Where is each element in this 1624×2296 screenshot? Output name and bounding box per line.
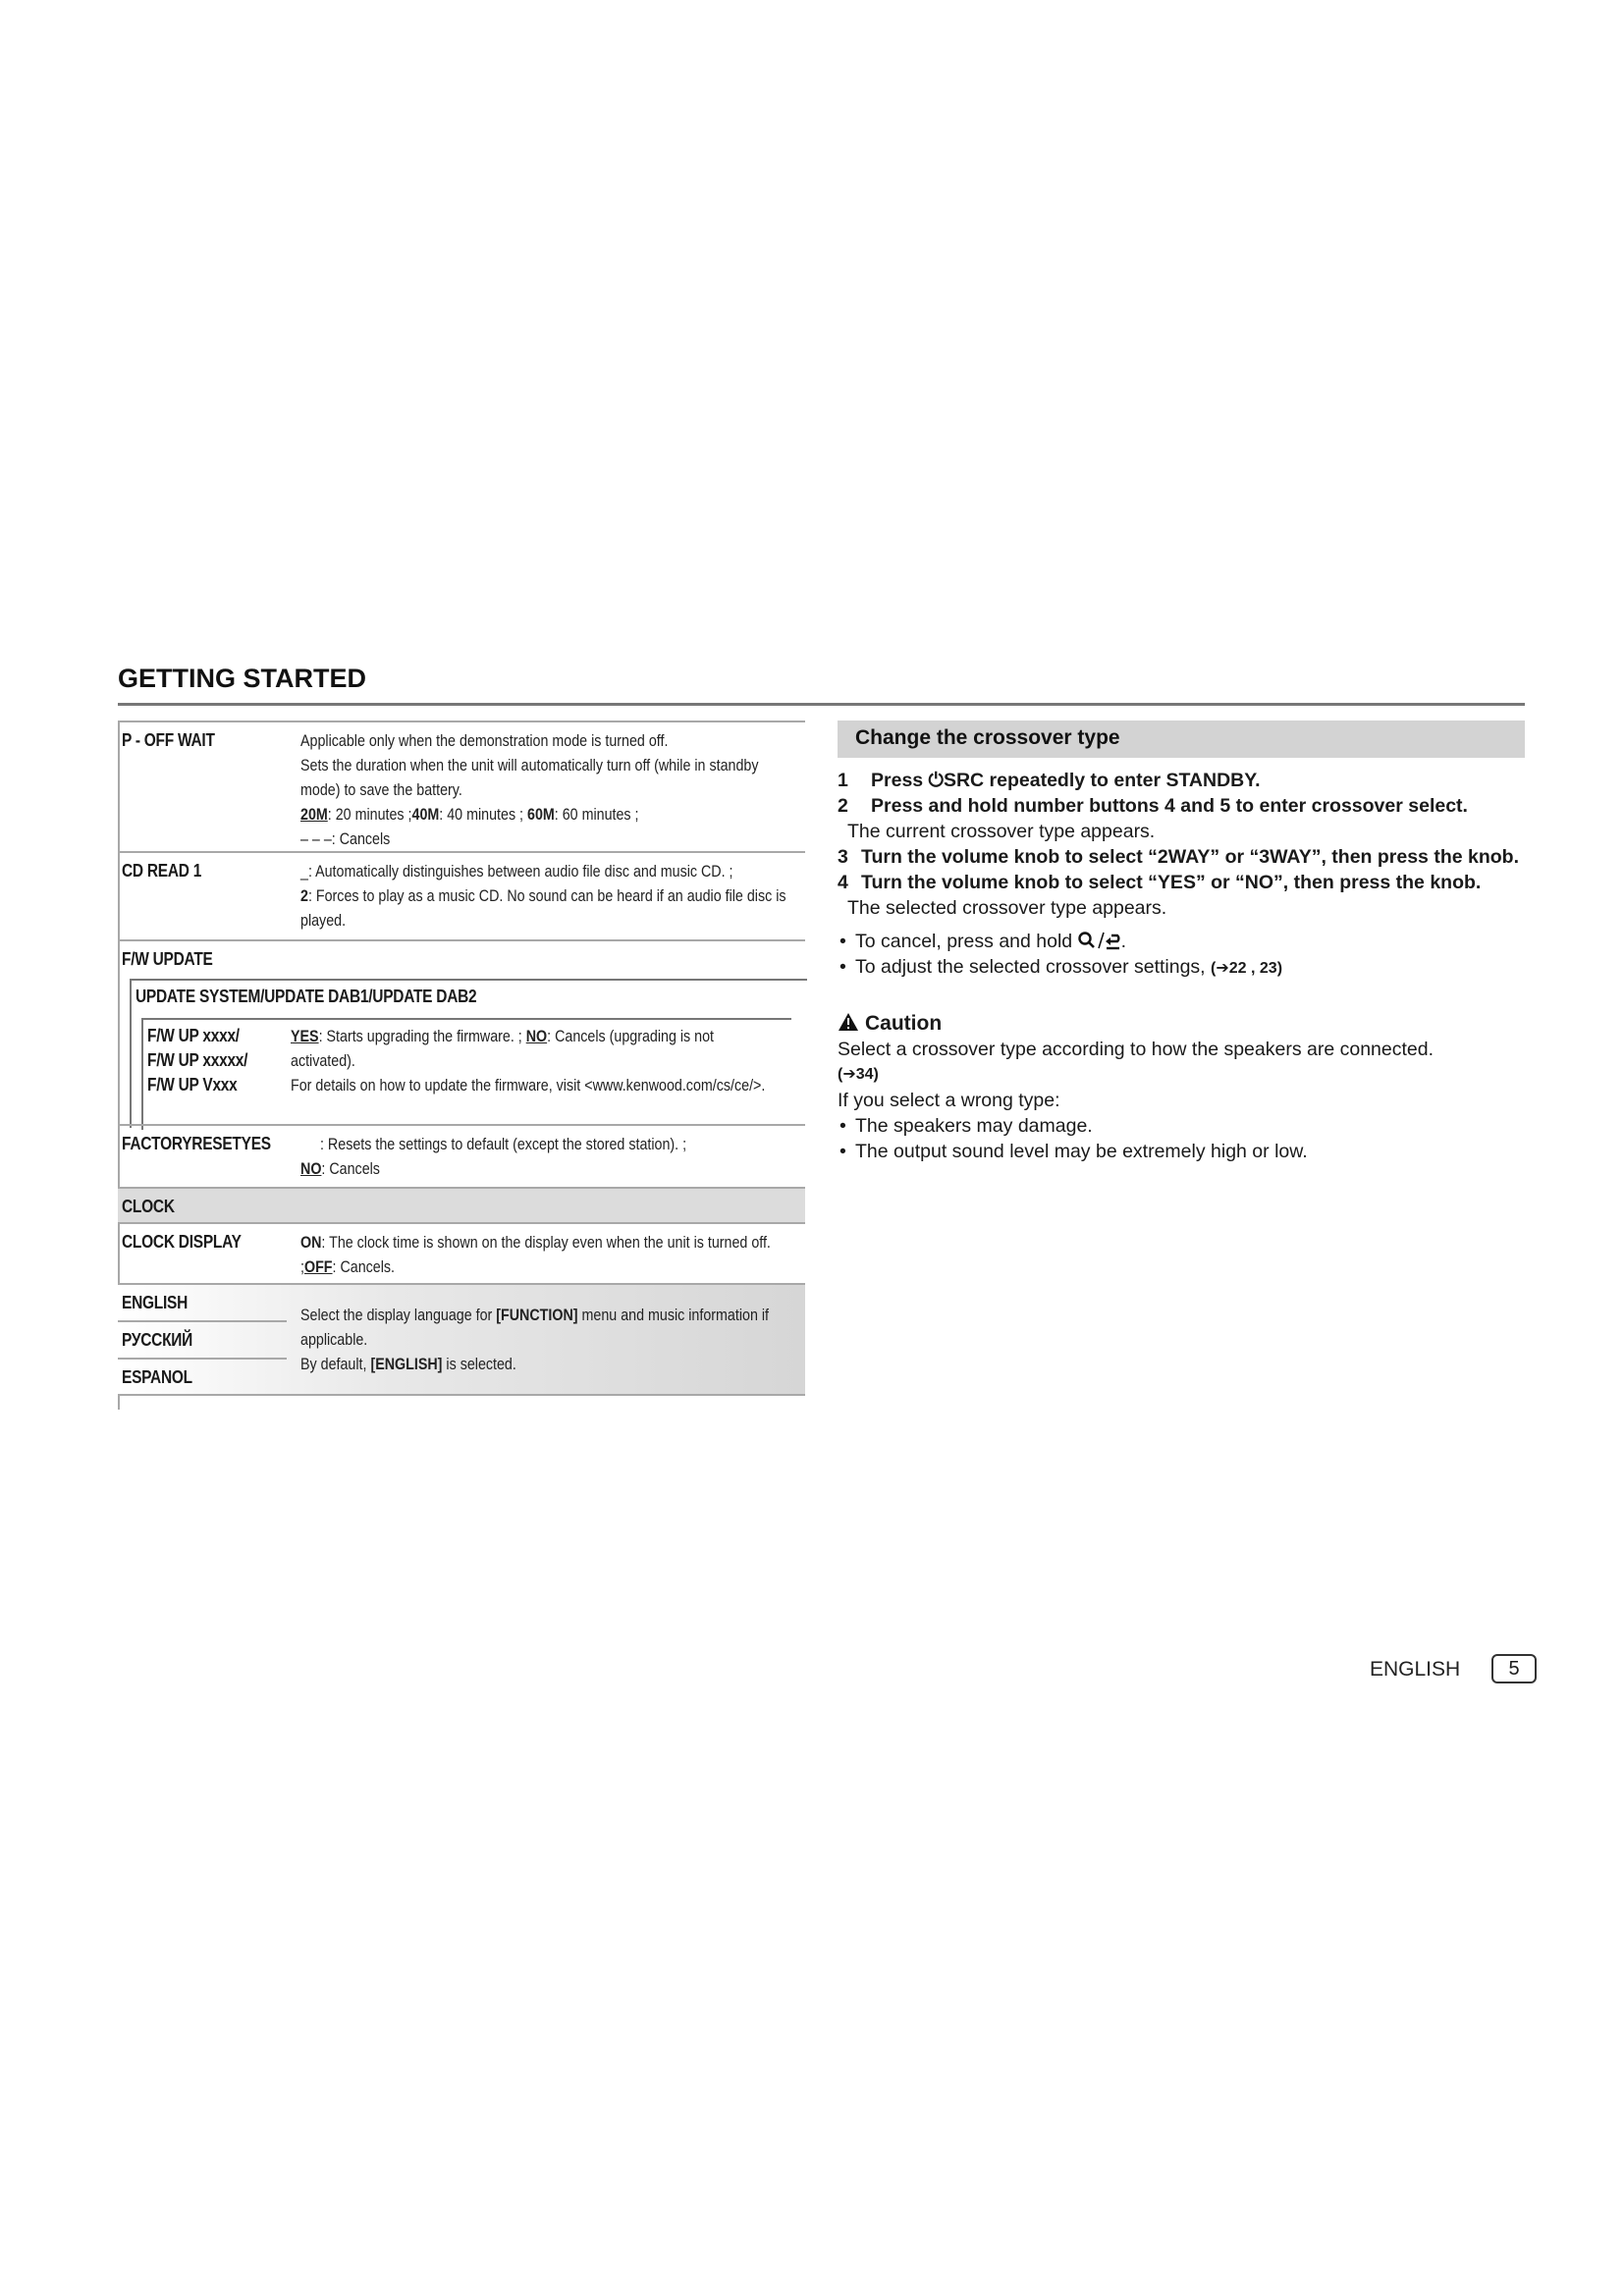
row-factory-reset (118, 1124, 805, 1189)
lang-english-cell (118, 1285, 287, 1322)
step-4-note: The selected crossover type appears. (847, 897, 1167, 919)
caution-bullet-2: • The output sound level may be extremely high or low. (838, 1139, 1525, 1164)
fw-yes-text: : Starts upgrading the firmware. ; (318, 1027, 526, 1045)
factory-reset-no-line (300, 1156, 795, 1181)
clock-display-label: CLOCK DISPLAY (122, 1232, 242, 1252)
bullet-adjust (838, 954, 1525, 982)
language-line1 (300, 1303, 795, 1352)
page-number: 5 (1491, 1654, 1537, 1683)
lang-english: ENGLISH (122, 1293, 189, 1312)
language-labels (118, 1285, 287, 1394)
clock-on-text: : The clock time is shown on the display even when the unit is turned off. ; (300, 1233, 771, 1276)
opt-60m: 60M (527, 805, 555, 824)
row-cd-read (118, 851, 805, 941)
fw-yes: YES (291, 1027, 319, 1045)
bullet-cancel-text: To cancel, press and hold (855, 931, 1078, 952)
fw-update-items (147, 1024, 264, 1097)
crossover-heading-box (838, 721, 1525, 758)
lang-espanol-cell (118, 1360, 287, 1394)
fw-item-3: F/W UP Vxxx (147, 1075, 238, 1095)
step-1-text: Press ⏻SRC repeatedly to enter STANDBY. (871, 770, 1261, 791)
clock-label: CLOCK (122, 1197, 175, 1216)
clock-display-desc (300, 1230, 795, 1279)
fw-update-subgroup (130, 979, 807, 1128)
language-line2 (300, 1352, 795, 1376)
step-2-and: and (1174, 795, 1220, 817)
language-line1-b: menu and music information if applicable. (300, 1306, 770, 1349)
clock-display-text (300, 1230, 795, 1279)
step-2-num: 2 (838, 795, 848, 817)
step-2-text-a: Press and hold number buttons (871, 795, 1165, 817)
section-title: GETTING STARTED (118, 664, 366, 693)
search-back-icon (1078, 931, 1121, 950)
cd-read-line2-text: : Forces to play as a music CD. No sound can be heard if an audio file disc is played. (300, 886, 786, 930)
opt-40m-text: : 40 minutes ; (439, 805, 527, 824)
language-line1-a: Select the display language for (300, 1306, 497, 1324)
fw-update-desc (291, 1024, 769, 1097)
section-rule (118, 703, 1525, 706)
opt-20m: 20M (300, 805, 328, 824)
cd-read-desc (300, 859, 795, 933)
cd-read-line2 (300, 883, 795, 933)
row-language (118, 1283, 805, 1396)
bullet-adjust-ref: (➔22 , 23) (1211, 960, 1283, 977)
step-3-text: Turn the volume knob to select “2WAY” or “3WAY”, then press the knob. (861, 846, 1519, 868)
fw-item-2: F/W UP xxxxx/ (147, 1050, 248, 1070)
step-2-text-c: to enter crossover select. (1230, 795, 1468, 817)
english-key: [ENGLISH] (370, 1355, 443, 1373)
row-p-off-wait (118, 721, 805, 853)
clock-on: ON (300, 1233, 322, 1252)
bullet-cancel (838, 929, 1525, 954)
cd-read-label: CD READ 1 (122, 861, 202, 881)
fw-update-label: F/W UPDATE (122, 949, 213, 969)
lang-russian-cell (118, 1322, 287, 1360)
step-2-button-4: 4 (1164, 795, 1175, 817)
row-clock (118, 1187, 805, 1224)
language-line2-b: is selected. (442, 1355, 516, 1373)
bullet-adjust-text: To adjust the selected crossover settings, (855, 956, 1212, 978)
fw-item-1: F/W UP xxxx/ (147, 1026, 240, 1045)
footer-language: ENGLISH (1370, 1658, 1461, 1681)
lang-russian: РУССКИЙ (122, 1330, 193, 1350)
crossover-heading: Change the crossover type (855, 726, 1120, 749)
fw-no-text: : Cancels (upgrading is not activated). (291, 1027, 715, 1070)
p-off-wait-line2: Sets the duration when the unit will automatically turn off (while in standby mode) to save the battery. (300, 756, 759, 799)
clock-off: OFF (303, 1257, 333, 1276)
row-clock-display (118, 1222, 805, 1285)
lang-espanol: ESPANOL (122, 1367, 192, 1387)
cd-read-opt2: 2 (300, 886, 308, 905)
caution-title: Caution (865, 1012, 943, 1035)
function-key: [FUNCTION] (496, 1306, 578, 1324)
factory-reset-no: NO (300, 1159, 322, 1178)
language-desc (300, 1303, 795, 1376)
step-4-num: 4 (838, 872, 848, 893)
caution-title-line (838, 1011, 1525, 1037)
step-1 (838, 768, 1525, 793)
crossover-content (838, 768, 1525, 1164)
caution-bullet-1: • The speakers may damage. (838, 1113, 1525, 1139)
clock-off-text: : Cancels. (332, 1257, 396, 1276)
factory-reset-no-para (300, 1156, 795, 1181)
fw-no: NO (525, 1027, 548, 1045)
p-off-wait-options (300, 802, 795, 827)
step-2-button-5: 5 (1219, 795, 1231, 817)
step-3 (838, 844, 1525, 870)
caution-ref: (➔34) (838, 1066, 879, 1083)
step-2-note: The current crossover type appears. (847, 821, 1156, 842)
factory-reset-desc (320, 1132, 815, 1156)
p-off-wait-line1: Applicable only when the demonstration mode is turned off. (300, 731, 669, 750)
step-4 (838, 870, 1525, 895)
fw-update-details: For details on how to update the firmware, visit <www.kenwood.com/cs/ce/>. (291, 1076, 766, 1095)
opt-20m-text: : 20 minutes ; (327, 805, 412, 824)
p-off-wait-label: P - OFF WAIT (122, 730, 215, 750)
fw-update-yes-no (291, 1024, 769, 1073)
step-4-text: Turn the volume knob to select “YES” or “NO”, then press the knob. (861, 872, 1482, 893)
opt-60m-text: : 60 minutes ; (554, 805, 639, 824)
cd-read-line1: _: Automatically distinguishes between audio file disc and music CD. ; (300, 862, 733, 881)
p-off-wait-cancel: – – –: Cancels (300, 829, 391, 848)
bullet-cancel-tail: . (1120, 931, 1126, 952)
factory-reset-no-text: : Cancels (321, 1159, 380, 1178)
caution-intro: If you select a wrong type: (838, 1090, 1060, 1111)
factory-reset-label: FACTORYRESETYES (122, 1134, 271, 1153)
step-1-num: 1 (838, 770, 848, 791)
caution-text: Select a crossover type according to how the speakers are connected. (838, 1039, 1435, 1060)
spacer (838, 921, 1525, 929)
fw-update-items-box (141, 1018, 791, 1130)
opt-40m: 40M (411, 805, 440, 824)
settings-table (118, 721, 805, 1410)
language-line2-a: By default, (300, 1355, 371, 1373)
fw-update-sub-label: UPDATE SYSTEM/UPDATE DAB1/UPDATE DAB2 (135, 987, 477, 1006)
row-fw-update (118, 939, 805, 1126)
step-2 (838, 793, 1525, 819)
step-3-num: 3 (838, 846, 848, 868)
p-off-wait-desc (300, 728, 795, 851)
factory-reset-line1: : Resets the settings to default (except the stored station). ; (320, 1135, 687, 1153)
warning-icon (838, 1012, 859, 1032)
